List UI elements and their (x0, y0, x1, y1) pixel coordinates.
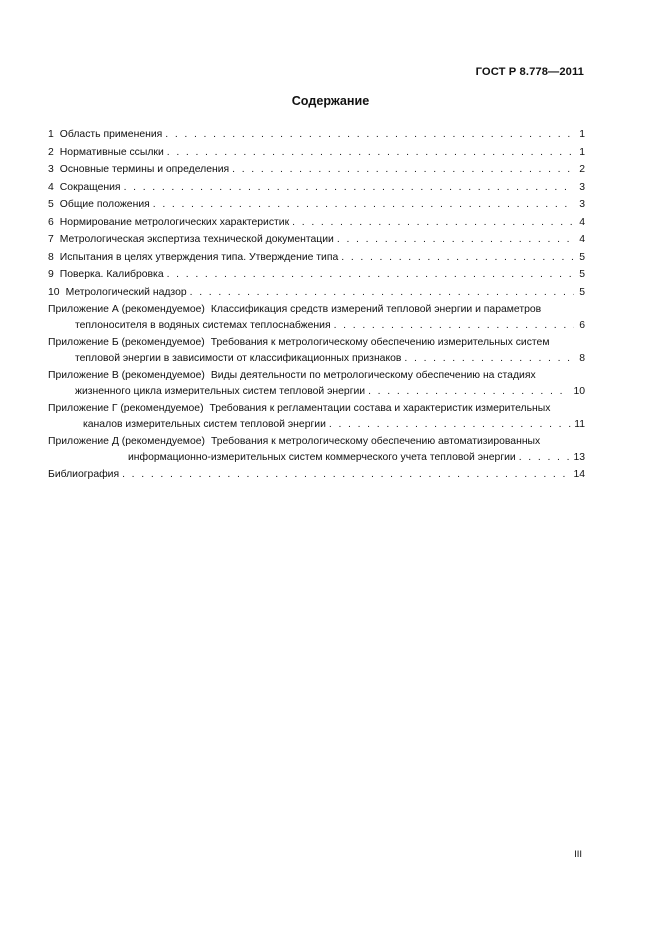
leader-dots (167, 266, 574, 284)
leader-dots (368, 384, 570, 400)
toc-entry-8[interactable] (48, 249, 585, 267)
toc-page: 10 (573, 386, 585, 397)
toc-text: Основные термины и определения (59, 164, 230, 175)
toc-number: 9 (48, 269, 54, 280)
toc-entry-3[interactable] (48, 161, 585, 179)
page-number: III (574, 849, 582, 860)
appendix-label: Приложение Б (рекомендуемое) (48, 337, 205, 348)
toc-page: 1 (579, 146, 585, 158)
toc-entry-10[interactable] (48, 284, 585, 302)
toc-text: Испытания в целях утверждения типа. Утверждение типа (59, 251, 339, 263)
leader-dots (232, 161, 574, 179)
appendix-label: Приложение А (рекомендуемое) (48, 304, 205, 315)
leader-dots (404, 351, 574, 367)
appendix-title-line2: тепловой энергии в зависимости от классификационных признаков (75, 353, 402, 364)
toc-appendix-g[interactable] (48, 401, 585, 433)
leader-dots (292, 214, 574, 232)
toc-entry-4[interactable] (48, 179, 585, 197)
appendix-label: Приложение Д (рекомендуемое) (48, 436, 205, 447)
toc-page: 14 (573, 469, 585, 480)
toc-number: 1 (48, 129, 54, 140)
leader-dots (167, 144, 574, 162)
toc-page: 4 (579, 234, 585, 245)
toc-number: 10 (48, 286, 60, 298)
toc-appendix-b[interactable] (48, 335, 585, 367)
toc-text: Нормирование метрологических характеристик (59, 216, 290, 228)
toc-page: 8 (579, 353, 585, 364)
toc-number: 8 (48, 251, 54, 263)
toc-entry-bibliography[interactable] (48, 466, 585, 484)
toc-page: 4 (579, 216, 585, 228)
toc-text: Метрологическая экспертиза технической документации (59, 234, 334, 245)
toc-page: 5 (579, 286, 585, 298)
toc-page: 1 (579, 129, 585, 140)
toc-text: Поверка. Калибровка (59, 269, 164, 280)
toc-page: 13 (573, 452, 585, 463)
toc-page: 6 (579, 320, 585, 331)
toc-text: Общие положения (59, 199, 150, 210)
page-title: Содержание (291, 94, 370, 108)
appendix-label: Приложение Г (рекомендуемое) (48, 403, 204, 414)
toc-appendix-a[interactable] (48, 302, 585, 334)
toc-page: 5 (579, 251, 585, 263)
toc-number: 3 (48, 164, 54, 175)
toc-text: Метрологический надзор (65, 286, 187, 298)
toc-page: 5 (579, 269, 585, 280)
toc-number: 2 (48, 146, 54, 158)
leader-dots (124, 179, 574, 197)
appendix-title-line2: теплоносителя в водяных системах теплоснабжения (75, 320, 331, 331)
toc-number: 7 (48, 234, 54, 245)
leader-dots (122, 466, 570, 484)
leader-dots (153, 196, 574, 214)
toc-page: 3 (579, 181, 585, 193)
appendix-title-line1: Требования к метрологическому обеспечению автоматизированных (210, 436, 541, 447)
toc-text: Область применения (59, 129, 163, 140)
toc-entry-6[interactable] (48, 214, 585, 232)
toc-number: 4 (48, 181, 54, 193)
document-code: ГОСТ Р 8.778—2011 (475, 66, 584, 78)
appendix-title-line2: жизненного цикла измерительных систем тепловой энергии (75, 386, 366, 397)
toc-number: 6 (48, 216, 54, 228)
toc-page: 2 (579, 164, 585, 175)
leader-dots (334, 318, 574, 334)
toc-entry-7[interactable] (48, 231, 585, 249)
leader-dots (519, 450, 571, 466)
toc-text: Библиография (48, 469, 120, 480)
toc-page: 3 (579, 199, 585, 210)
appendix-title-line1: Требования к регламентации состава и характеристик измерительных (209, 403, 551, 414)
toc-entry-5[interactable] (48, 196, 585, 214)
appendix-title-line1: Требования к метрологическому обеспечению измерительных систем (210, 337, 550, 348)
leader-dots (329, 417, 571, 433)
leader-dots (341, 249, 574, 267)
leader-dots (165, 126, 574, 144)
leader-dots (337, 231, 574, 249)
leader-dots (190, 284, 574, 302)
appendix-title-line1: Классификация средств измерений тепловой энергии и параметров (210, 304, 542, 315)
toc-appendix-d[interactable] (48, 434, 585, 466)
table-of-contents (48, 126, 585, 484)
appendix-title-line2: информационно-измерительных систем коммерческого учета тепловой энергии (128, 452, 516, 463)
toc-number: 5 (48, 199, 54, 210)
toc-entry-9[interactable] (48, 266, 585, 284)
toc-text: Сокращения (59, 181, 121, 193)
appendix-label: Приложение В (рекомендуемое) (48, 370, 205, 381)
toc-text: Нормативные ссылки (59, 146, 164, 158)
toc-page: 11 (574, 419, 585, 430)
appendix-title-line1: Виды деятельности по метрологическому обеспечению на стадиях (210, 370, 536, 381)
toc-entry-1[interactable] (48, 126, 585, 144)
toc-appendix-v[interactable] (48, 368, 585, 400)
toc-entry-2[interactable] (48, 144, 585, 162)
appendix-title-line2: каналов измерительных систем тепловой энергии (83, 419, 326, 430)
